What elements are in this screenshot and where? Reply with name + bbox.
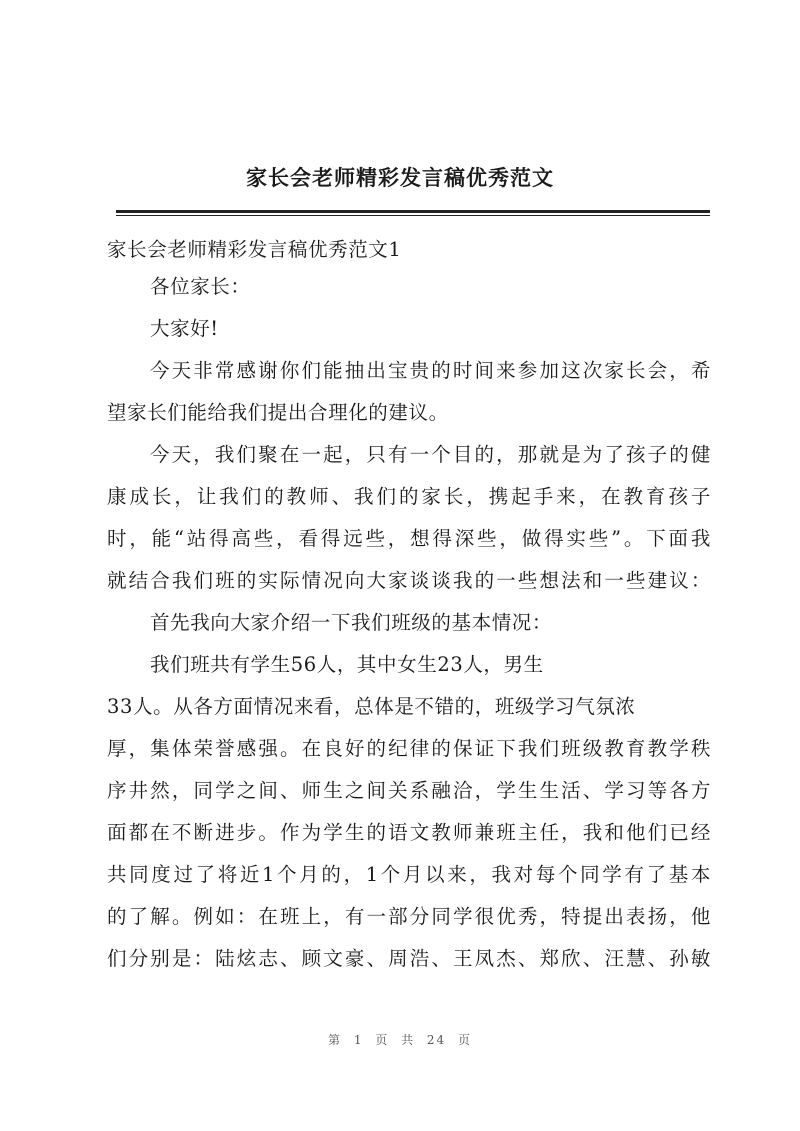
paragraph-line: 就结合我们班的实际情况向大家谈谈我的一些想法和一些建议： [107, 569, 711, 592]
page-footer: 第 1 页 共 24 页 [328, 1033, 472, 1047]
paragraph-line: 共同度过了将近1个月的，1个月以来，我对每个同学有了基本 [107, 863, 711, 886]
title-rule [116, 210, 710, 213]
paragraph-line: 康成长，让我们的教师、我们的家长，携起手来，在教育孩子 [107, 485, 711, 508]
paragraph-line: 望家长们能给我们提出合理化的建议。 [107, 401, 449, 424]
greeting: 大家好! [150, 317, 219, 340]
paragraph-line: 首先我向大家介绍一下我们班级的基本情况： [150, 611, 553, 634]
salutation: 各位家长： [150, 275, 251, 298]
paragraph-line: 时，能“站得高些，看得远些，想得深些，做得实些”。下面我 [107, 527, 711, 550]
paragraph-line: 今天，我们聚在一起，只有一个目的，那就是为了孩子的健 [150, 443, 711, 466]
page-title: 家长会老师精彩发言稿优秀范文 [246, 165, 554, 190]
paragraph-line: 今天非常感谢你们能抽出宝贵的时间来参加这次家长会，希 [150, 359, 711, 382]
paragraph-line: 33人。从各方面情况来看，总体是不错的，班级学习气氛浓 [107, 695, 636, 718]
title-rule-thin [116, 215, 710, 216]
paragraph-line: 序井然，同学之间、师生之间关系融洽，学生生活、学习等各方 [107, 779, 711, 802]
section-heading: 家长会老师精彩发言稿优秀范文1 [107, 238, 402, 261]
paragraph-line: 我们班共有学生56人，其中女生23人，男生 [150, 653, 544, 676]
paragraph-line: 面都在不断进步。作为学生的语文教师兼班主任，我和他们已经 [107, 821, 711, 844]
paragraph-line: 的了解。例如：在班上，有一部分同学很优秀，特提出表扬，他 [107, 905, 711, 928]
paragraph-line: 厚，集体荣誉感强。在良好的纪律的保证下我们班级教育教学秩 [107, 737, 711, 760]
paragraph-line: 们分别是：陆炫志、顾文豪、周浩、王凤杰、郑欣、汪慧、孙敏 [107, 947, 711, 970]
